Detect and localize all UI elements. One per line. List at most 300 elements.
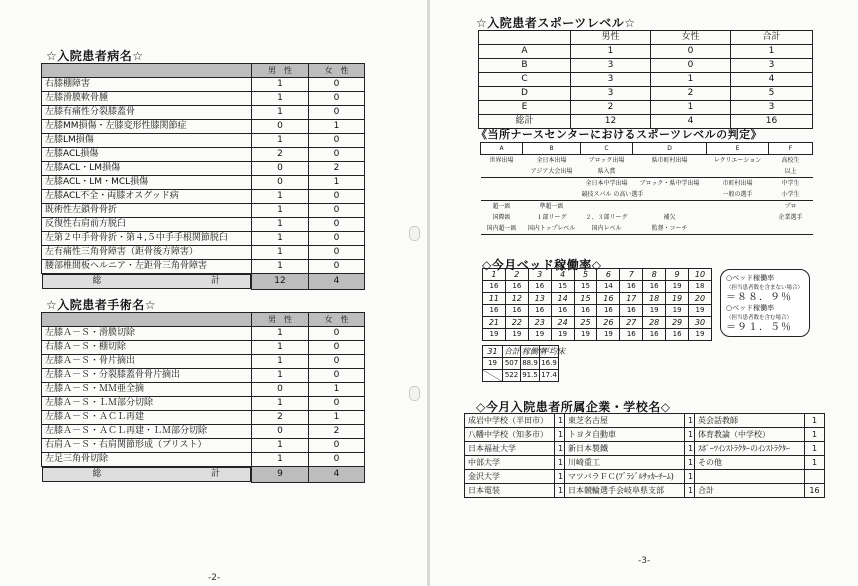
- female-count: 0: [309, 218, 365, 232]
- calendar-count: 15: [574, 281, 597, 293]
- female-count: 0: [309, 355, 365, 369]
- col-female: 女 性: [309, 64, 365, 78]
- calendar-day: 10: [689, 269, 712, 281]
- calendar-day: 20: [689, 293, 712, 305]
- company-table: [464, 413, 825, 498]
- female-count: 0: [309, 246, 365, 260]
- table-row: [42, 439, 365, 453]
- male-count: 0: [252, 176, 309, 190]
- company-name: 川崎重工: [565, 456, 685, 470]
- table-row: [42, 425, 365, 439]
- calendar-count-row: [483, 305, 712, 317]
- level-row: [481, 166, 813, 178]
- female-count: 0: [309, 369, 365, 383]
- company-row: [465, 456, 825, 470]
- level-cell: 中学生: [781, 180, 800, 187]
- level-cell: [707, 212, 769, 223]
- calendar-count: 16: [528, 305, 551, 317]
- calendar-count: 16: [620, 305, 643, 317]
- table-row: [479, 87, 813, 101]
- company-count: 1: [555, 456, 565, 470]
- calendar-day-row: [483, 293, 712, 305]
- level-cell: 補欠: [663, 214, 676, 221]
- level-cell: [633, 201, 707, 213]
- calendar-day: 13: [528, 293, 551, 305]
- total-label-a: 総: [92, 276, 102, 286]
- calendar-count: 16: [620, 281, 643, 293]
- table-row: [42, 369, 365, 383]
- sports-table: [478, 30, 813, 129]
- row-name: 左膝Ａ－Ｓ・ＭＭ亜全摘: [42, 383, 252, 397]
- male-count: 1: [252, 246, 309, 260]
- male-count: 0: [252, 162, 309, 176]
- calendar-day: 1: [483, 269, 506, 281]
- company-name: 新日本製鐵: [565, 442, 685, 456]
- company-count: 1: [555, 484, 565, 498]
- level-header: B: [523, 143, 581, 155]
- total-row: [42, 467, 365, 483]
- total-label-b: 計: [210, 276, 220, 286]
- table-cell: 1: [651, 73, 731, 87]
- calendar-day: 27: [620, 317, 643, 329]
- female-count: 0: [309, 439, 365, 453]
- punch-hole: [409, 226, 420, 241]
- male-count: 0: [252, 425, 309, 439]
- calendar-day: 6: [597, 269, 620, 281]
- level-header: E: [707, 143, 769, 155]
- calendar-count: 16: [528, 281, 551, 293]
- left-page: [0, 0, 428, 586]
- calendar-day: 16: [597, 293, 620, 305]
- level-cell: 競技スパル の高い選手: [581, 189, 633, 201]
- column-header: 女性: [651, 31, 731, 45]
- male-count: 1: [252, 327, 309, 341]
- total-label-a: 総: [92, 469, 102, 479]
- total-row: [42, 274, 365, 290]
- level-cell: [481, 166, 523, 178]
- male-count: 2: [252, 411, 309, 425]
- table-row: [42, 383, 365, 397]
- table-cell: 1: [731, 45, 813, 59]
- level-cell: [523, 189, 581, 201]
- calendar-day: 4: [551, 269, 574, 281]
- male-count: 1: [252, 453, 309, 467]
- table-cell: E: [479, 101, 571, 115]
- level-cell: レクリエーション: [713, 157, 762, 164]
- calendar-count: 16: [551, 305, 574, 317]
- surgery-table: [41, 312, 365, 483]
- summary-cell: 16.9: [540, 358, 559, 370]
- row-name: 左膝Ａ－Ｓ・ＡＣＬ再建・ＬＭ部分切除: [42, 425, 252, 439]
- table-row: [42, 411, 365, 425]
- table-cell: 2: [651, 87, 731, 101]
- company-count: 16: [805, 484, 825, 498]
- table-cell: 16: [731, 115, 813, 129]
- summary-cell: 507: [503, 358, 521, 370]
- level-cell: 県入賞: [581, 166, 633, 178]
- level-cell: 高校生: [781, 157, 800, 164]
- female-count: 0: [309, 260, 365, 274]
- male-count: 1: [252, 78, 309, 92]
- summary-header: 稼働率: [522, 347, 546, 356]
- female-count: 0: [309, 148, 365, 162]
- table-cell: 1: [651, 101, 731, 115]
- column-header: 男性: [571, 31, 651, 45]
- row-name: 左第２中手骨骨折・第４,５中手手根関節脱臼: [42, 232, 252, 246]
- male-count: 1: [252, 341, 309, 355]
- summary-cell: 88.9: [521, 358, 540, 370]
- level-cell: 一般の選手: [707, 189, 769, 201]
- female-count: 0: [309, 204, 365, 218]
- row-name: 左膝Ａ－Ｓ・骨片摘出: [42, 355, 252, 369]
- level-cell: [707, 201, 769, 213]
- table-row: [42, 204, 365, 218]
- row-name: 左有痛性三角骨障害（距骨後方障害）: [42, 246, 252, 260]
- male-count: 2: [252, 148, 309, 162]
- level-cell: ブロック出場: [588, 157, 625, 164]
- level-cell: アジア大会出場: [523, 166, 581, 178]
- calendar-count: 19: [483, 329, 506, 341]
- summary-cell: 91.5: [521, 370, 540, 382]
- female-count: 1: [309, 411, 365, 425]
- company-count: 1: [685, 484, 695, 498]
- male-count: 1: [252, 355, 309, 369]
- row-name: 左膝Ａ－Ｓ・ＡＣＬ再建: [42, 411, 252, 425]
- company-count: 1: [555, 428, 565, 442]
- calendar-count: 15: [551, 281, 574, 293]
- company-count: 1: [685, 470, 695, 484]
- company-name: トヨタ自動車: [565, 428, 685, 442]
- page-number-right: -3-: [638, 556, 651, 566]
- level-cell: 準超一級: [539, 203, 564, 210]
- company-name: 成岩中学校（半田市）: [465, 414, 555, 428]
- calendar-count: 19: [643, 305, 666, 317]
- table-cell: 4: [651, 115, 731, 129]
- calendar-count: 16: [620, 329, 643, 341]
- table-row: [42, 232, 365, 246]
- row-name: 左膝有痛性分裂膝蓋骨: [42, 106, 252, 120]
- company-name: その他: [695, 456, 805, 470]
- level-header: C: [581, 143, 633, 155]
- level-cell: 小学生: [769, 189, 813, 201]
- company-name: 日本電装: [465, 484, 555, 498]
- bed-summary: [482, 345, 565, 382]
- row-name: 左足三角骨切除: [42, 453, 252, 467]
- level-cell: [633, 189, 707, 201]
- table-row: [42, 341, 365, 355]
- company-row: [465, 484, 825, 498]
- level-cell: 国内超一級: [481, 223, 523, 235]
- calendar-day: 11: [483, 293, 506, 305]
- calendar-count-row: [483, 281, 712, 293]
- level-row: [481, 178, 813, 190]
- summary-cell: 522: [503, 370, 521, 382]
- level-row: [481, 223, 813, 235]
- bed-rate-note: ○ベッド稼働率 （担当患者数を含まない場合） ＝８８．９％ ○ベッド稼働率 （担当患者数を含む場合） ＝９１．５％: [720, 269, 810, 337]
- total-label: [42, 274, 252, 289]
- female-count: 0: [309, 134, 365, 148]
- level-cell: 市町村出場: [722, 180, 753, 187]
- calendar-count: 19: [666, 281, 689, 293]
- row-name: 右肩Ａ－Ｓ・右肩関節形成（ブリスト）: [42, 439, 252, 453]
- calendar-day: 23: [528, 317, 551, 329]
- calendar-count: 19: [483, 358, 503, 370]
- column-header: [479, 31, 571, 45]
- male-count: 1: [252, 106, 309, 120]
- company-count: 1: [555, 414, 565, 428]
- company-row: [465, 428, 825, 442]
- company-row: [465, 442, 825, 456]
- female-count: 2: [309, 162, 365, 176]
- level-table: [480, 142, 813, 235]
- calendar-count: 16: [643, 281, 666, 293]
- table-row: [42, 134, 365, 148]
- total-female: 4: [309, 467, 365, 483]
- summary-header: 合計: [504, 347, 520, 356]
- table-cell: 3: [571, 59, 651, 73]
- table-cell: 5: [731, 87, 813, 101]
- calendar-count: 16: [505, 281, 528, 293]
- level-title: 《当所ナースセンターにおけるスポーツレベルの判定》: [476, 128, 763, 141]
- calendar-count: 19: [505, 329, 528, 341]
- company-name: 八幡中学校（知多市）: [465, 428, 555, 442]
- col-male: 男 性: [252, 64, 309, 78]
- total-male: 12: [252, 274, 309, 290]
- calendar-count-row: [483, 329, 712, 341]
- level-row: [481, 212, 813, 223]
- male-count: 1: [252, 92, 309, 106]
- row-name: 腰部椎間板ヘルニア・左距骨三角骨障害: [42, 260, 252, 274]
- level-cell: 全日本出場: [536, 157, 567, 164]
- calendar-day-row: [483, 269, 712, 281]
- total-label: [42, 467, 252, 482]
- level-cell: 企業選手: [778, 214, 803, 221]
- summary-header: 平均床: [541, 347, 565, 356]
- level-cell: 世界出場: [489, 157, 514, 164]
- table-cell: 3: [731, 101, 813, 115]
- total-female: 4: [309, 274, 365, 290]
- calendar-day: 12: [505, 293, 528, 305]
- table-row: [479, 45, 813, 59]
- table-row: [479, 59, 813, 73]
- company-count: 1: [685, 414, 695, 428]
- level-header: D: [633, 143, 707, 155]
- summary-header-row: [483, 346, 559, 358]
- female-count: 0: [309, 453, 365, 467]
- row-name: 左膝Ａ－Ｓ・ＬＭ部分切除: [42, 397, 252, 411]
- table-cell: B: [479, 59, 571, 73]
- company-name: ｽﾎﾟｰﾂｲﾝｽﾄﾗｸﾀｰのｲﾝｽﾄﾗｸﾀｰ: [695, 442, 805, 456]
- table-row: [42, 190, 365, 204]
- row-name: 左膝Ａ－Ｓ・分裂膝蓋骨骨片摘出: [42, 369, 252, 383]
- level-cell: [481, 189, 523, 201]
- table-row: [42, 176, 365, 190]
- company-count: 1: [555, 470, 565, 484]
- row-name: 左膝ACL損傷: [42, 148, 252, 162]
- page-number-left: -2-: [208, 573, 221, 583]
- level-cell: 超一級: [492, 203, 511, 210]
- calendar-day: 7: [620, 269, 643, 281]
- table-row: [42, 120, 365, 134]
- calendar-count: 19: [528, 329, 551, 341]
- company-name: 金沢大学: [465, 470, 555, 484]
- row-name: 左膝MM損傷・左膝変形性膝関節症: [42, 120, 252, 134]
- table-row: [479, 73, 813, 87]
- table-row: [42, 78, 365, 92]
- level-cell: [481, 178, 523, 190]
- calendar-day: 5: [574, 269, 597, 281]
- female-count: 0: [309, 78, 365, 92]
- table-cell: 3: [731, 59, 813, 73]
- male-count: 0: [252, 120, 309, 134]
- calendar-day: 2: [505, 269, 528, 281]
- male-count: 1: [252, 204, 309, 218]
- company-name: 日本福祉大学: [465, 442, 555, 456]
- level-cell: [633, 166, 707, 178]
- company-name: 英会話教師: [695, 414, 805, 428]
- table-header-row: [479, 31, 813, 45]
- male-count: 1: [252, 439, 309, 453]
- calendar-count: 19: [551, 329, 574, 341]
- table-cell: 2: [571, 101, 651, 115]
- calendar-day: 15: [574, 293, 597, 305]
- company-count: 1: [685, 456, 695, 470]
- male-count: 1: [252, 190, 309, 204]
- row-name: 左膝ACL・LM・MCL損傷: [42, 176, 252, 190]
- company-name: 合計: [695, 484, 805, 498]
- level-cell: 全日本中学出場: [585, 180, 628, 187]
- table-row: [42, 218, 365, 232]
- level-cell: 以上: [769, 166, 813, 178]
- row-name: 左膝ACL・LM損傷: [42, 162, 252, 176]
- level-cell: 国内レベル: [581, 223, 633, 235]
- company-name: 中部大学: [465, 456, 555, 470]
- level-cell: [707, 166, 769, 178]
- calendar-count: 19: [689, 329, 712, 341]
- row-name: 左膝LM損傷: [42, 134, 252, 148]
- table-row: [42, 106, 365, 120]
- row-name: 既術性左鎖骨骨折: [42, 204, 252, 218]
- level-header-row: [481, 143, 813, 155]
- calendar-count: 14: [597, 281, 620, 293]
- calendar-day: 9: [666, 269, 689, 281]
- company-name: 体育教論（中学校）: [695, 428, 805, 442]
- level-cell: [769, 223, 813, 235]
- level-cell: プロ: [784, 203, 797, 210]
- punch-hole: [409, 386, 420, 401]
- female-count: 0: [309, 190, 365, 204]
- company-name: 日本競輪選手会岐阜県支部: [565, 484, 685, 498]
- summary-row: [483, 358, 559, 370]
- company-name: マツバラＦＣ(ﾌﾞﾗｼﾞﾙｻｯｶｰﾁｰﾑ): [565, 470, 685, 484]
- table-cell: C: [479, 73, 571, 87]
- level-cell: [523, 178, 581, 190]
- level-row: [481, 189, 813, 201]
- table-cell: 12: [571, 115, 651, 129]
- level-cell: [707, 223, 769, 235]
- male-count: 1: [252, 369, 309, 383]
- calendar-count: 19: [689, 305, 712, 317]
- surgery-title: ☆入院患者手術名☆: [46, 298, 157, 312]
- calendar-day: 22: [505, 317, 528, 329]
- right-page: [430, 0, 858, 586]
- row-name: 左膝ACL不全・両膝オスグッド病: [42, 190, 252, 204]
- table-cell: 0: [651, 45, 731, 59]
- female-count: 0: [309, 327, 365, 341]
- row-name: 右膝Ａ－Ｓ・棚切除: [42, 341, 252, 355]
- calendar-day: 8: [643, 269, 666, 281]
- table-row: [42, 355, 365, 369]
- calendar-day: 25: [574, 317, 597, 329]
- table-row: [42, 148, 365, 162]
- calendar-count: 16: [505, 305, 528, 317]
- summary-cell: 17.4: [540, 370, 559, 382]
- calendar-count: 16: [483, 281, 506, 293]
- col-male: 男 性: [252, 313, 309, 327]
- company-count: 1: [685, 428, 695, 442]
- calendar-day: 26: [597, 317, 620, 329]
- level-cell: [581, 201, 633, 213]
- female-count: 0: [309, 92, 365, 106]
- company-count: 1: [805, 414, 825, 428]
- table-row: [42, 92, 365, 106]
- female-count: 0: [309, 341, 365, 355]
- calendar-day: 30: [689, 317, 712, 329]
- calendar-count: 18: [689, 281, 712, 293]
- calendar-count: 16: [643, 329, 666, 341]
- calendar-day: 19: [666, 293, 689, 305]
- company-name: 東芝名古屋: [565, 414, 685, 428]
- table-cell: 3: [571, 87, 651, 101]
- calendar-count: 16: [574, 305, 597, 317]
- calendar-day-row: [483, 317, 712, 329]
- calendar-day: 18: [643, 293, 666, 305]
- bed-title: ◇今月ベッド稼働率◇: [482, 258, 602, 272]
- disease-table: [41, 63, 365, 290]
- total-male: 9: [252, 467, 309, 483]
- bed-calendar: [482, 268, 712, 341]
- level-header: A: [481, 143, 523, 155]
- calendar-day: 3: [528, 269, 551, 281]
- table-row: [479, 101, 813, 115]
- calendar-day: 14: [551, 293, 574, 305]
- diagonal-cell: [483, 370, 503, 382]
- column-header: 合計: [731, 31, 813, 45]
- company-count: 1: [805, 428, 825, 442]
- row-name: 反復性右肩前方脱臼: [42, 218, 252, 232]
- calendar-day: 17: [620, 293, 643, 305]
- row-name: 右膝棚障害: [42, 78, 252, 92]
- calendar-day: 24: [551, 317, 574, 329]
- table-cell: 0: [651, 59, 731, 73]
- sports-title: ☆入院患者スポーツレベル☆: [476, 16, 636, 30]
- table-cell: 3: [571, 73, 651, 87]
- table-row: [42, 397, 365, 411]
- table-row: [42, 260, 365, 274]
- male-count: 1: [252, 260, 309, 274]
- female-count: 2: [309, 425, 365, 439]
- company-row: [465, 470, 825, 484]
- female-count: 0: [309, 232, 365, 246]
- female-count: 1: [309, 120, 365, 134]
- table-row: [42, 162, 365, 176]
- company-name: [695, 470, 805, 484]
- calendar-day: 31: [483, 346, 503, 358]
- level-header: F: [769, 143, 813, 155]
- table-cell: D: [479, 87, 571, 101]
- company-row: [465, 414, 825, 428]
- calendar-day: 28: [643, 317, 666, 329]
